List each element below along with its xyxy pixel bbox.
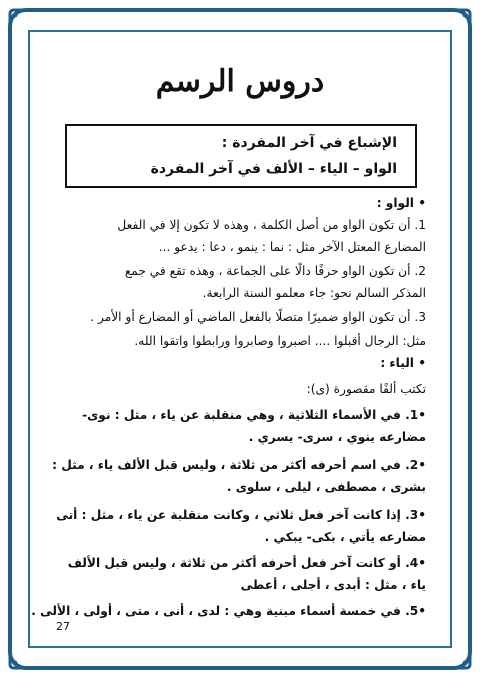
- page-title: دروس الرسم: [155, 64, 325, 99]
- corner-ornament-icon: [8, 8, 30, 30]
- rule-line: مضارعه ينوي ، سرى- يسري .: [248, 430, 426, 444]
- rule-line: مضارعه يأتي ، بكى- يبكي .: [264, 530, 426, 544]
- corner-ornament-icon: [8, 648, 30, 670]
- body-line: 3. أن تكون الواو ضميرًا متصلًا بالفعل الماضي أو المضارع أو الأمر .: [90, 310, 426, 324]
- rule-line: •1. في الأسماء الثلاثية ، وهي منقلبة عن ياء ، مثل : نوى-: [82, 408, 426, 422]
- body-line: 1. أن تكون الواو من أصل الكلمة ، وهذه لا تكون إلا في الفعل: [117, 218, 426, 232]
- section-heading-alif: تكتب ألفًا مقصورة (ى):: [306, 382, 426, 396]
- body-line: المضارع المعتل الآخر مثل : نما : ينمو ، دعا : يدعو ...: [158, 240, 426, 254]
- body-line: 2. أن تكون الواو حرفًا دالًا على الجماعة ، وهذه تقع في جمع: [124, 264, 426, 278]
- body-line: مثل: الرجال أقبلوا .... اصبروا وصابروا ورابطوا واتقوا الله.: [134, 334, 426, 348]
- corner-ornament-icon: [450, 8, 472, 30]
- corner-ornament-icon: [450, 648, 472, 670]
- topic-line-1: الإشباع في آخر المفردة :: [221, 135, 397, 151]
- section-heading-ya: • الياء :: [380, 356, 426, 370]
- section-heading-waw: • الواو :: [376, 196, 426, 210]
- rule-line: •3. إذا كانت آخر فعل ثلاثي ، وكانت منقلبة عن ياء ، مثل : أتى: [56, 508, 426, 522]
- body-line: المذكر السالم نحو: جاء معلمو السنة الرابعة.: [202, 286, 426, 300]
- rule-line: •2. في اسم أحرفه أكثر من ثلاثة ، وليس قبل الألف ياء ، مثل :: [52, 458, 426, 472]
- rule-line: •4. أو كانت آخر فعل أحرفه أكثر من ثلاثة ، وليس قبل الألف: [67, 556, 426, 570]
- rule-line: •5. في خمسة أسماء مبنية وهي : لدى ، أنى ، متى ، أولى ، الألى .: [31, 604, 426, 618]
- rule-line: بشرى ، مصطفى ، ليلى ، سلوى .: [226, 480, 426, 494]
- topic-line-2: الواو – الياء – الألف في آخر المفردة: [150, 161, 397, 177]
- rule-line: ياء ، مثل : أبدى ، أجلى ، أعطى: [240, 578, 426, 592]
- topic-box: [65, 124, 417, 188]
- page-number: 27: [56, 620, 70, 633]
